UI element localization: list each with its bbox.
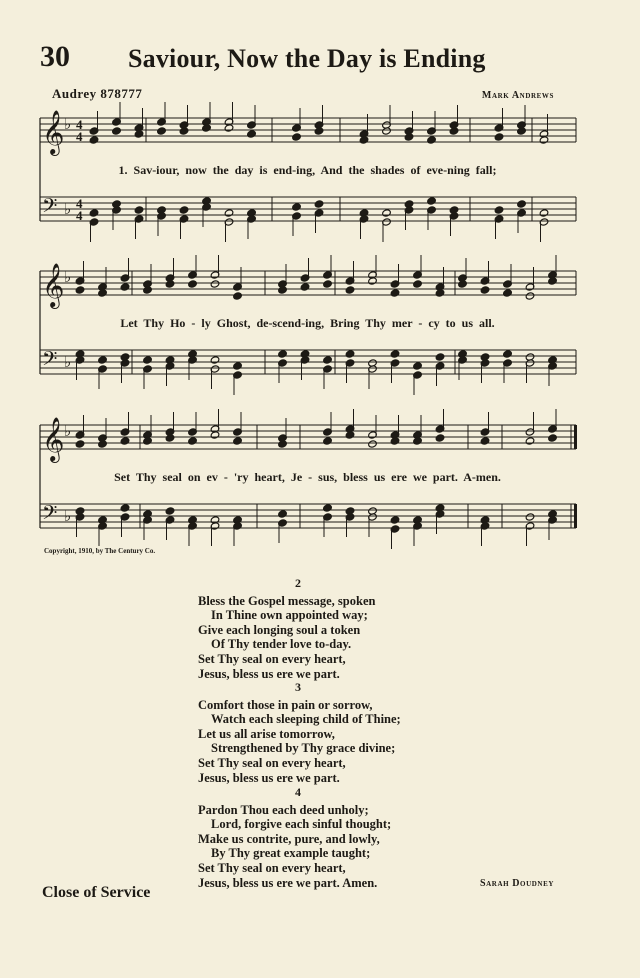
time-signature-bottom: 4 [76, 208, 83, 223]
half-note [382, 209, 392, 217]
treble-clef-icon: 𝄞 [42, 110, 65, 154]
bass-clef-icon: 𝄢 [42, 501, 58, 529]
composer-name: Mark Andrews [481, 90, 554, 101]
quarter-note [278, 350, 288, 358]
quarter-note [480, 437, 490, 445]
quarter-note [98, 356, 108, 364]
quarter-note [247, 130, 257, 138]
quarter-note [188, 280, 198, 288]
quarter-note [494, 206, 504, 214]
bass-clef-icon: 𝄢 [42, 347, 58, 375]
quarter-note [165, 507, 175, 515]
quarter-note [435, 434, 445, 442]
half-note [368, 440, 378, 448]
verse-line: Lord, forgive each sinful thought; [211, 817, 392, 832]
verse-2 [198, 576, 398, 681]
half-note [525, 437, 535, 445]
lyric-line-1: 1. Sav-iour, now the day is end-ing, And the shades of eve-ning fall; [118, 163, 497, 177]
verse-line: Of Thy tender love to-day. [211, 637, 352, 652]
half-note [224, 209, 234, 217]
quarter-note [120, 283, 130, 291]
quarter-note [323, 356, 333, 364]
flat-key-icon: ♭ [64, 353, 72, 371]
final-barline-thick [574, 425, 577, 449]
verse-line: Jesus, bless us ere we part. [198, 666, 340, 681]
quarter-note [494, 133, 504, 141]
quarter-note [179, 206, 189, 214]
flat-key-icon: ♭ [64, 422, 72, 440]
quarter-note [300, 283, 310, 291]
quarter-note [157, 127, 167, 135]
quarter-note [120, 504, 130, 512]
quarter-note [75, 286, 85, 294]
quarter-note [120, 437, 130, 445]
verse-4 [198, 785, 398, 890]
treble-clef-icon: 𝄞 [42, 263, 65, 307]
quarter-note [233, 362, 243, 370]
quarter-note [323, 437, 333, 445]
verse-line: Set Thy seal on every heart, [198, 651, 346, 666]
verse-line: Make us contrite, pure, and lowly, [198, 831, 380, 846]
quarter-note [390, 350, 400, 358]
verse-line: Pardon Thou each deed unholy; [198, 802, 369, 817]
half-note [210, 280, 220, 288]
quarter-note [503, 350, 513, 358]
quarter-note [345, 350, 355, 358]
verse-line: In Thine own appointed way; [211, 608, 368, 623]
verse-line: Jesus, bless us ere we part. [198, 770, 340, 785]
hymn-title: Saviour, Now the Day is Ending [128, 44, 486, 73]
time-signature-top: 4 [76, 196, 83, 211]
verse-line: Comfort those in pain or sorrow, [198, 697, 373, 712]
quarter-note [188, 437, 198, 445]
hymn-number: 30 [40, 40, 70, 73]
quarter-note [314, 200, 324, 208]
verse-line: Let us all arise tomorrow, [198, 726, 335, 741]
quarter-note [89, 136, 99, 144]
quarter-note [413, 280, 423, 288]
verse-number: 4 [295, 785, 301, 799]
verse-number: 2 [295, 576, 301, 590]
final-barline-thick [574, 504, 577, 528]
quarter-note [480, 286, 490, 294]
verse-line: Give each longing soul a token [198, 622, 361, 637]
quarter-note [390, 289, 400, 297]
flat-key-icon: ♭ [64, 507, 72, 525]
verse-line: Set Thy seal on every heart, [198, 755, 346, 770]
flat-key-icon: ♭ [64, 200, 72, 218]
lyricist-name: Sarah Doudney [479, 878, 554, 889]
quarter-note [435, 353, 445, 361]
verse-line: Strengthened by Thy grace divine; [211, 741, 396, 756]
half-note [539, 209, 549, 217]
quarter-note [503, 289, 513, 297]
quarter-note [233, 292, 243, 300]
treble-clef-icon: 𝄞 [42, 417, 65, 461]
copyright-notice: Copyright, 1910, by The Century Co. [44, 547, 156, 555]
quarter-note [278, 510, 288, 518]
verse-line: Set Thy seal on every heart, [198, 860, 346, 875]
time-signature-bottom: 4 [76, 129, 83, 144]
verse-3 [198, 680, 401, 785]
quarter-note [345, 286, 355, 294]
lyric-line-2: Let Thy Ho - ly Ghost, de-scend-ing, Bring Thy mer - cy to us all. [120, 316, 495, 330]
tune-name: Audrey 878777 [52, 86, 143, 101]
time-signature-top: 4 [76, 117, 83, 132]
quarter-note [323, 504, 333, 512]
quarter-note [134, 206, 144, 214]
verse-line: By Thy great example taught; [211, 846, 371, 861]
quarter-note [292, 133, 302, 141]
quarter-note [548, 434, 558, 442]
verse-line: Watch each sleeping child of Thine; [211, 712, 401, 727]
quarter-note [143, 356, 153, 364]
verse-number: 3 [295, 680, 301, 694]
half-note [525, 292, 535, 300]
half-note [210, 356, 220, 364]
quarter-note [89, 209, 99, 217]
quarter-note [75, 440, 85, 448]
lyric-line-3: Set Thy seal on ev - 'ry heart, Je - sus, bless us ere we part. A-men. [114, 470, 501, 484]
section-label: Close of Service [42, 884, 151, 901]
half-note [525, 513, 535, 521]
quarter-note [517, 200, 527, 208]
quarter-note [112, 127, 122, 135]
flat-key-icon: ♭ [64, 268, 72, 286]
quarter-note [427, 197, 437, 205]
verse-line: Bless the Gospel message, spoken [198, 593, 376, 608]
flat-key-icon: ♭ [64, 115, 72, 133]
quarter-note [427, 136, 437, 144]
quarter-note [292, 203, 302, 211]
quarter-note [390, 516, 400, 524]
quarter-note [323, 280, 333, 288]
quarter-note [233, 437, 243, 445]
bass-clef-icon: 𝄢 [42, 194, 58, 222]
quarter-note [413, 362, 423, 370]
verse-line: Jesus, bless us ere we part. Amen. [198, 875, 378, 890]
